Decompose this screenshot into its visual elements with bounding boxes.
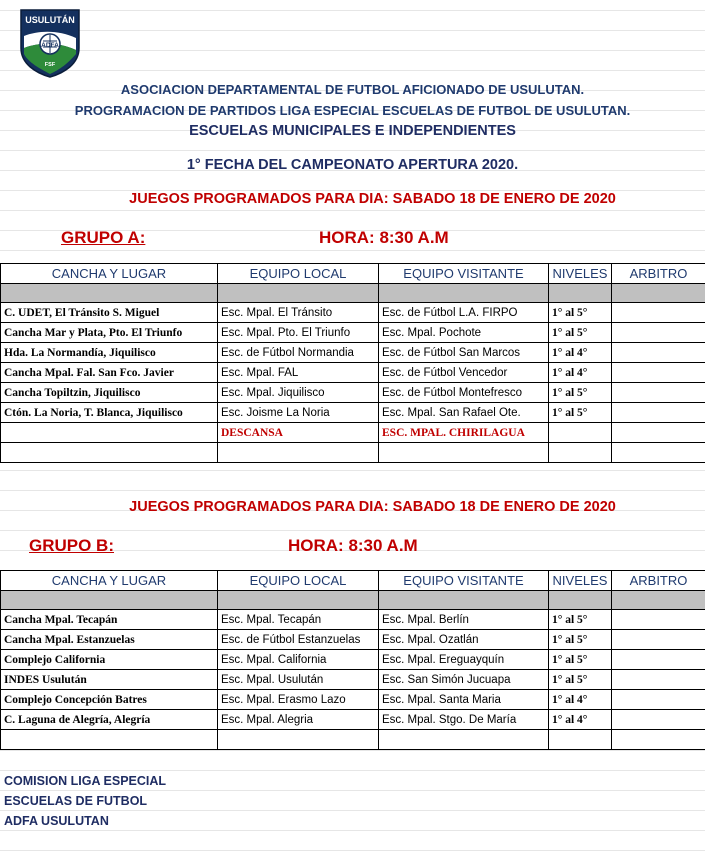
col-away: EQUIPO VISITANTE (379, 264, 549, 284)
home-cell: Esc. de Fútbol Estanzuelas (218, 630, 379, 650)
levels-cell: 1° al 5° (549, 303, 612, 323)
home-cell: Esc. Mpal. El Tránsito (218, 303, 379, 323)
home-cell: Esc. Mpal. California (218, 650, 379, 670)
home-cell: Esc. Joisme La Noria (218, 403, 379, 423)
home-cell: Esc. Mpal. Jiquilisco (218, 383, 379, 403)
levels-cell: 1° al 5° (549, 610, 612, 630)
home-cell: Esc. de Fútbol Normandia (218, 343, 379, 363)
table-row (1, 630, 705, 650)
header-round: 1° FECHA DEL CAMPEONATO APERTURA 2020. (186, 157, 519, 173)
table-row (1, 383, 705, 403)
gray-spacer-row (1, 284, 705, 303)
col-venue: CANCHA Y LUGAR (1, 264, 218, 284)
levels-cell: 1° al 4° (549, 710, 612, 730)
levels-cell: 1° al 5° (549, 630, 612, 650)
home-cell: Esc. Mpal. FAL (218, 363, 379, 383)
table-row (1, 343, 705, 363)
venue-cell: Cancha Mar y Plata, Pto. El Triunfo (1, 323, 218, 343)
home-cell: Esc. Mpal. Usulután (218, 670, 379, 690)
table-row (1, 323, 705, 343)
rest-label: DESCANSA (218, 423, 379, 443)
footer-commission: COMISION LIGA ESPECIAL (4, 774, 167, 788)
referee-cell (612, 303, 705, 323)
col-referee: ARBITRO (612, 264, 705, 284)
referee-cell (612, 383, 705, 403)
referee-cell (612, 690, 705, 710)
referee-cell (612, 650, 705, 670)
venue-cell: Cancha Mpal. Estanzuelas (1, 630, 218, 650)
table-header-row (1, 571, 705, 591)
header-association: ASOCIACION DEPARTAMENTAL DE FUTBOL AFICIONADO DE USULUTAN. (120, 82, 585, 97)
table-row (1, 610, 705, 630)
rest-team: ESC. MPAL. CHIRILAGUA (379, 423, 549, 443)
header-programming: PROGRAMACION DE PARTIDOS LIGA ESPECIAL ESCUELAS DE FUTBOL DE USULUTAN. (74, 103, 631, 118)
levels-cell: 1° al 5° (549, 323, 612, 343)
referee-cell (612, 363, 705, 383)
referee-cell (612, 323, 705, 343)
empty-row (1, 730, 705, 750)
levels-cell: 1° al 5° (549, 383, 612, 403)
away-cell: Esc. Mpal. Ozatlán (379, 630, 549, 650)
adfa-logo (19, 8, 81, 78)
group-a-day: JUEGOS PROGRAMADOS PARA DIA: SABADO 18 DE ENERO DE 2020 (129, 191, 616, 207)
venue-cell: Cancha Topiltzin, Jiquilisco (1, 383, 218, 403)
referee-cell (612, 670, 705, 690)
svg-text:USULUTÁN: USULUTÁN (25, 15, 75, 25)
referee-cell (612, 710, 705, 730)
col-venue: CANCHA Y LUGAR (1, 571, 218, 591)
col-referee: ARBITRO (612, 571, 705, 591)
away-cell: Esc. San Simón Jucuapa (379, 670, 549, 690)
home-cell: Esc. Mpal. Alegria (218, 710, 379, 730)
away-cell: Esc. Mpal. Pochote (379, 323, 549, 343)
venue-cell: Complejo Concepción Batres (1, 690, 218, 710)
away-cell: Esc. de Fútbol Montefresco (379, 383, 549, 403)
header-schools: ESCUELAS MUNICIPALES E INDEPENDIENTES (189, 123, 516, 139)
venue-cell: C. UDET, El Tránsito S. Miguel (1, 303, 218, 323)
referee-cell (612, 343, 705, 363)
group-b-table (0, 570, 705, 750)
empty-row (1, 443, 705, 463)
levels-cell: 1° al 5° (549, 650, 612, 670)
footer-schools: ESCUELAS DE FUTBOL (4, 794, 148, 808)
group-a-time: HORA: 8:30 A.M (319, 228, 449, 247)
venue-cell: Cancha Mpal. Tecapán (1, 610, 218, 630)
levels-cell: 1° al 5° (549, 670, 612, 690)
referee-cell (612, 630, 705, 650)
gray-spacer-row (1, 591, 705, 610)
col-levels: NIVELES (549, 264, 612, 284)
home-cell: Esc. Mpal. Erasmo Lazo (218, 690, 379, 710)
footer-adfa: ADFA USULUTAN (4, 814, 109, 828)
rest-row (1, 423, 705, 443)
col-away: EQUIPO VISITANTE (379, 571, 549, 591)
away-cell: Esc. de Fútbol Vencedor (379, 363, 549, 383)
venue-cell: Complejo California (1, 650, 218, 670)
away-cell: Esc. Mpal. Ereguayquín (379, 650, 549, 670)
away-cell: Esc. de Fútbol San Marcos (379, 343, 549, 363)
svg-text:ADFA: ADFA (41, 42, 59, 49)
group-b-time: HORA: 8:30 A.M (288, 536, 418, 555)
venue-cell: Cancha Mpal. Fal. San Fco. Javier (1, 363, 218, 383)
col-levels: NIVELES (549, 571, 612, 591)
away-cell: Esc. Mpal. Santa Maria (379, 690, 549, 710)
venue-cell: Ctón. La Noria, T. Blanca, Jiquilisco (1, 403, 218, 423)
venue-cell: C. Laguna de Alegría, Alegría (1, 710, 218, 730)
table-row (1, 303, 705, 323)
group-a-title: GRUPO A: (61, 228, 146, 247)
table-row (1, 690, 705, 710)
table-header-row (1, 264, 705, 284)
home-cell: Esc. Mpal. Tecapán (218, 610, 379, 630)
svg-text:FSF: FSF (44, 62, 56, 68)
table-row (1, 403, 705, 423)
group-b-title: GRUPO B: (29, 536, 114, 555)
levels-cell: 1° al 4° (549, 690, 612, 710)
col-home: EQUIPO LOCAL (218, 571, 379, 591)
referee-cell (612, 403, 705, 423)
levels-cell: 1° al 4° (549, 363, 612, 383)
levels-cell: 1° al 5° (549, 403, 612, 423)
away-cell: Esc. Mpal. San Rafael Ote. (379, 403, 549, 423)
venue-cell: INDES Usulután (1, 670, 218, 690)
referee-cell (612, 610, 705, 630)
group-b-day: JUEGOS PROGRAMADOS PARA DIA: SABADO 18 DE ENERO DE 2020 (129, 499, 616, 515)
table-row (1, 670, 705, 690)
table-row (1, 650, 705, 670)
home-cell: Esc. Mpal. Pto. El Triunfo (218, 323, 379, 343)
away-cell: Esc. Mpal. Stgo. De María (379, 710, 549, 730)
col-home: EQUIPO LOCAL (218, 264, 379, 284)
table-row (1, 710, 705, 730)
venue-cell: Hda. La Normandía, Jiquilisco (1, 343, 218, 363)
group-a-table (0, 263, 705, 463)
levels-cell: 1° al 4° (549, 343, 612, 363)
table-row (1, 363, 705, 383)
away-cell: Esc. de Fútbol L.A. FIRPO (379, 303, 549, 323)
away-cell: Esc. Mpal. Berlín (379, 610, 549, 630)
